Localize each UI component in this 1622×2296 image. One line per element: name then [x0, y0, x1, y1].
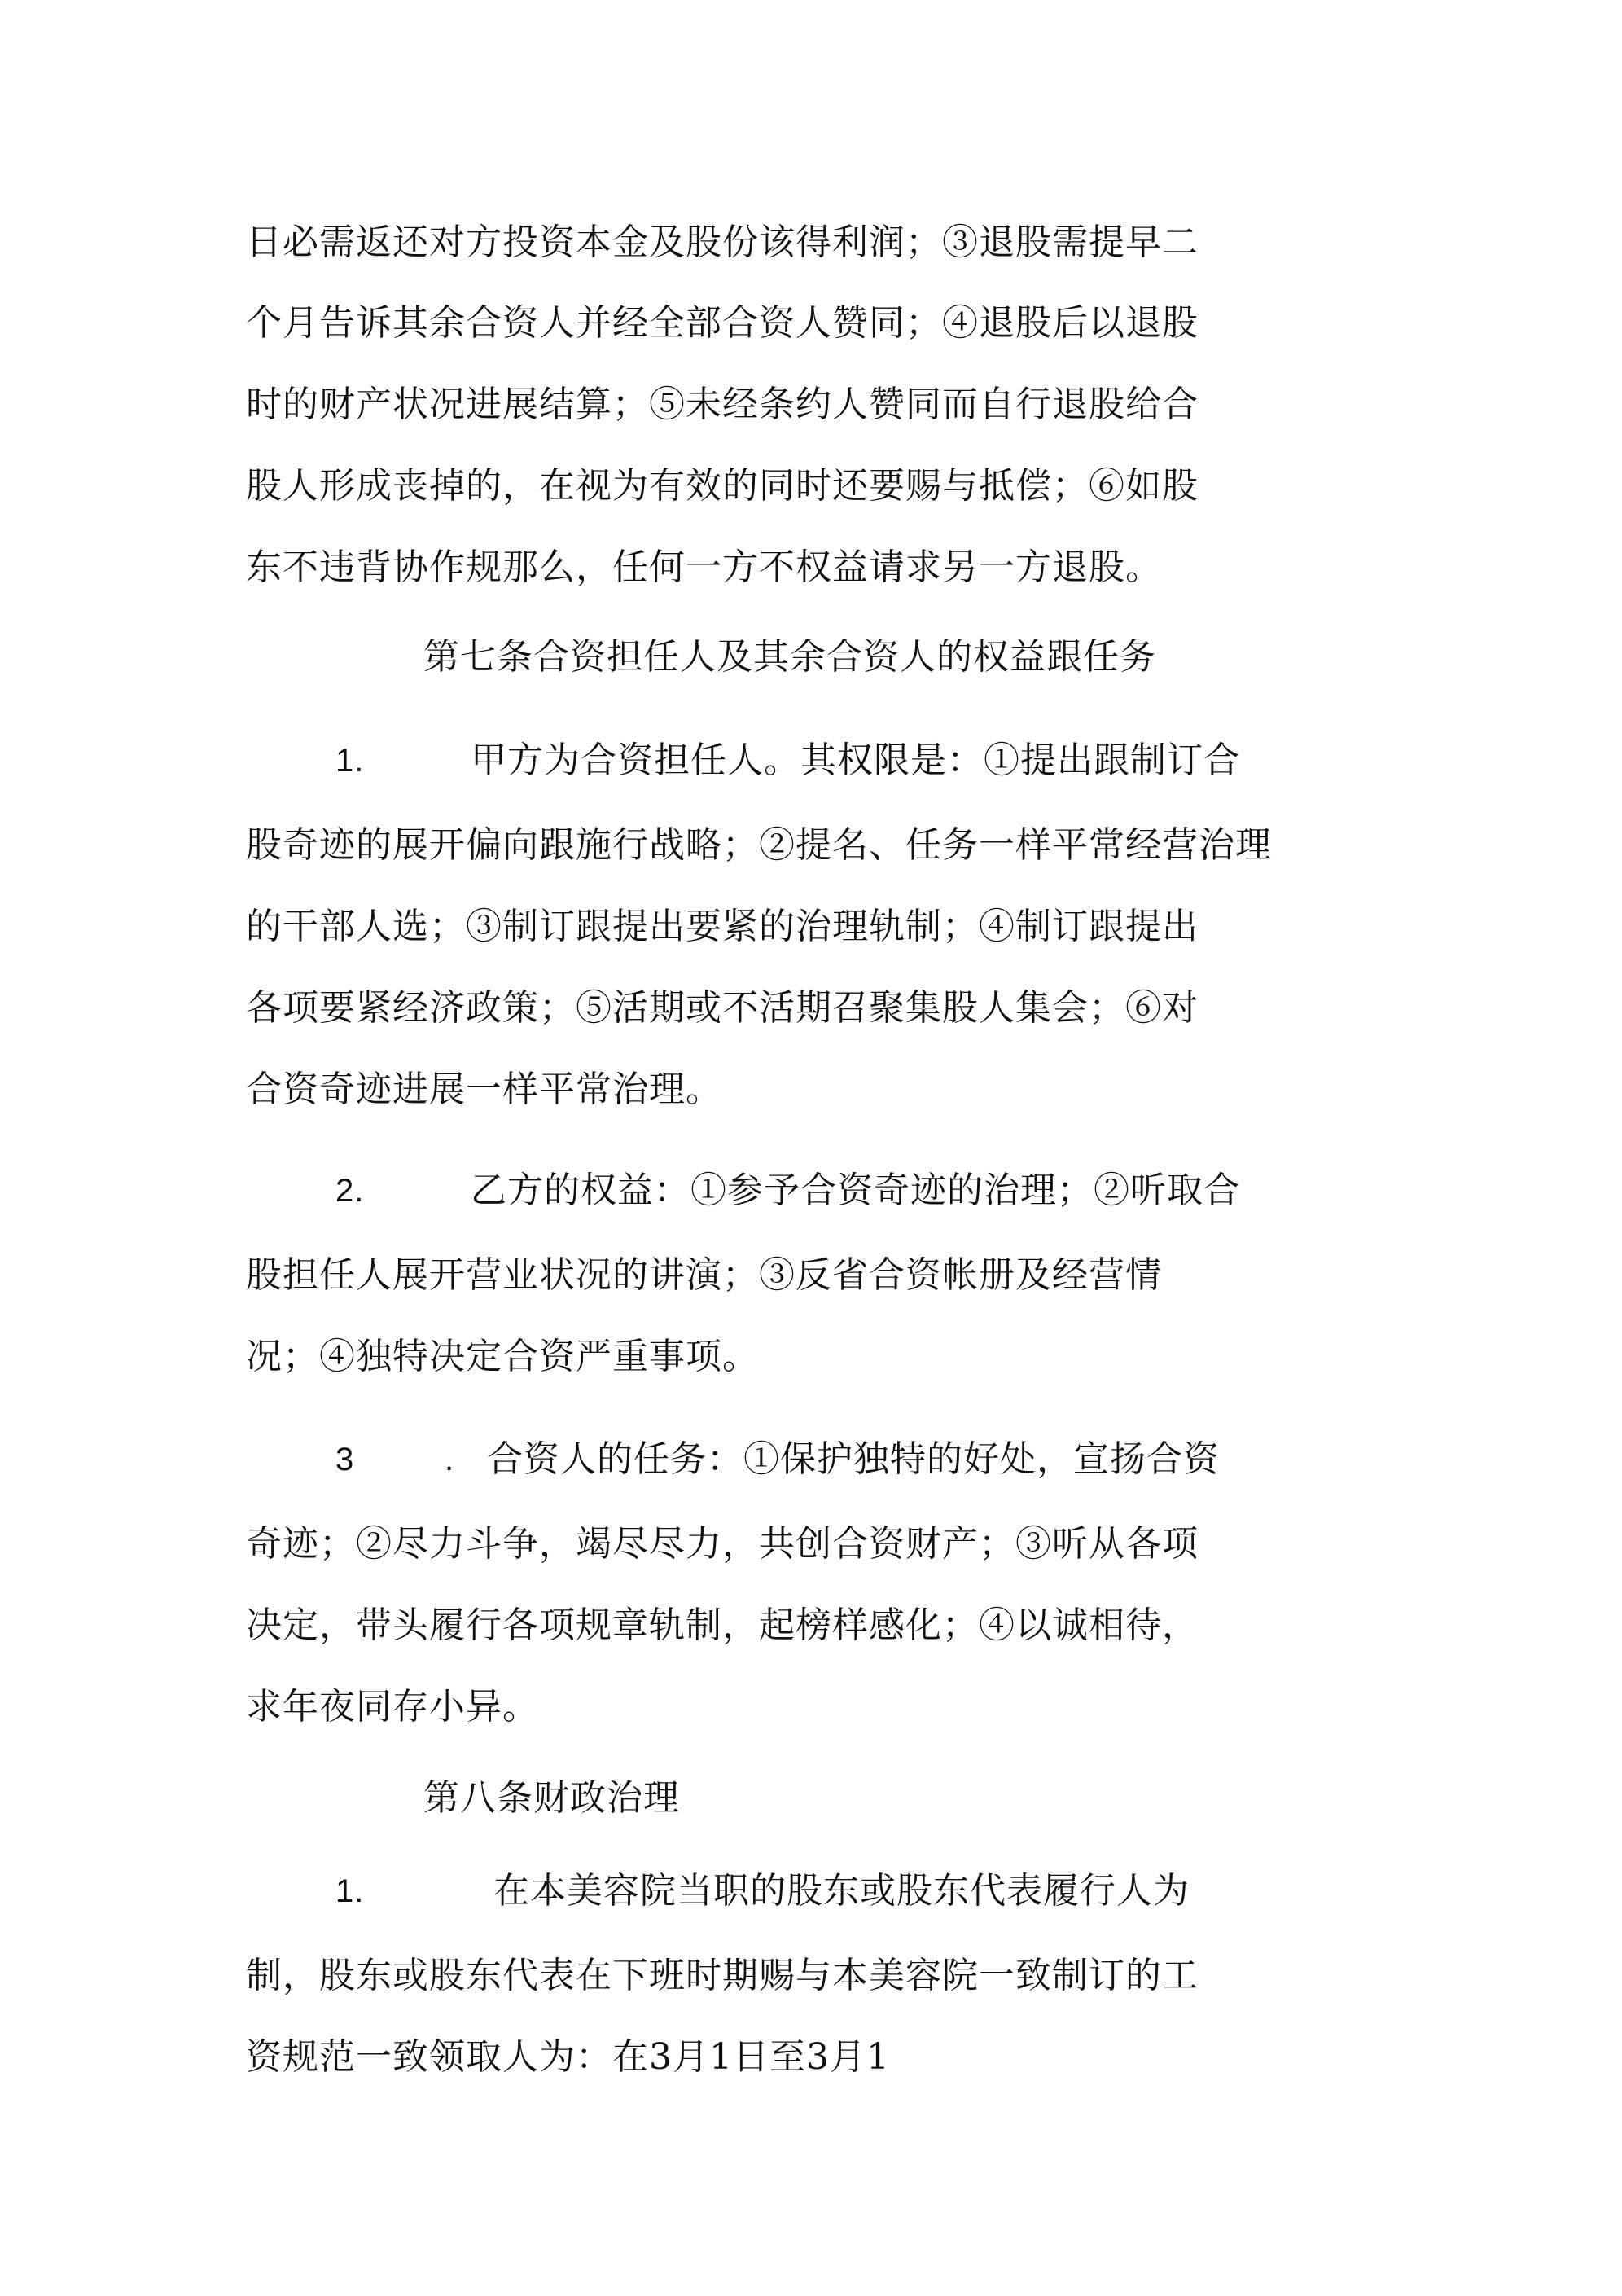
item-number: 2.	[335, 1173, 365, 1209]
text-line: 合资奇迹进展一样平常治理。	[246, 1069, 722, 1110]
text-line: 决定，带头履行各项规章轨制，起榜样感化；④以诚相待，	[246, 1605, 1199, 1646]
text-line: 求年夜同存小异。	[246, 1686, 539, 1727]
text-line: 资规范一致领取人为：在3月1日至3月1	[246, 2036, 890, 2078]
text-line: 时的财产状况进展结算；⑤未经条约人赞同而自行退股给合	[246, 384, 1199, 425]
text-line: 东不违背协作规那么，任何一方不权益请求另一方退股。	[246, 547, 1162, 588]
text-line: 股担任人展开营业状况的讲演；③反省合资帐册及经营情	[246, 1254, 1162, 1296]
text-line: 乙方的权益：①参予合资奇迹的治理；②听取合	[471, 1170, 1240, 1211]
text-line: 股奇迹的展开偏向跟施行战略；②提名、任务一样平常经营治理	[246, 824, 1272, 866]
item-number: 1.	[335, 743, 365, 779]
item-number-dot: .	[445, 1442, 455, 1477]
text-line: 制，股东或股东代表在下班时期赐与本美容院一致制订的工	[246, 1955, 1199, 1996]
article-8-heading: 第八条财政治理	[423, 1777, 680, 1819]
text-line: 在本美容院当职的股东或股东代表履行人为	[493, 1870, 1190, 1912]
text-line: 的干部人选；③制订跟提出要紧的治理轨制；④制订跟提出	[246, 906, 1199, 947]
text-line: 奇迹；②尽力斗争，竭尽尽力，共创合资财产；③听从各项	[246, 1523, 1199, 1565]
article-7-heading: 第七条合资担任人及其余合资人的权益跟任务	[423, 636, 1156, 678]
text-line: 合资人的任务：①保护独特的好处，宣扬合资	[487, 1438, 1220, 1480]
text-line: 各项要紧经济政策；⑤活期或不活期召聚集股人集会；⑥对	[246, 987, 1199, 1029]
text-line: 日必需返还对方投资本金及股份该得利润；③退股需提早二	[246, 222, 1199, 263]
text-line: 甲方为合资担任人。其权限是：①提出跟制订合	[471, 740, 1240, 781]
item-number: 1.	[335, 1873, 365, 1909]
item-number: 3	[335, 1442, 355, 1477]
text-line: 个月告诉其余合资人并经全部合资人赞同；④退股后以退股	[246, 302, 1199, 344]
text-line: 股人形成丧掉的，在视为有效的同时还要赐与抵偿；⑥如股	[246, 465, 1199, 507]
text-line: 况；④独特决定合资严重事项。	[246, 1336, 759, 1377]
